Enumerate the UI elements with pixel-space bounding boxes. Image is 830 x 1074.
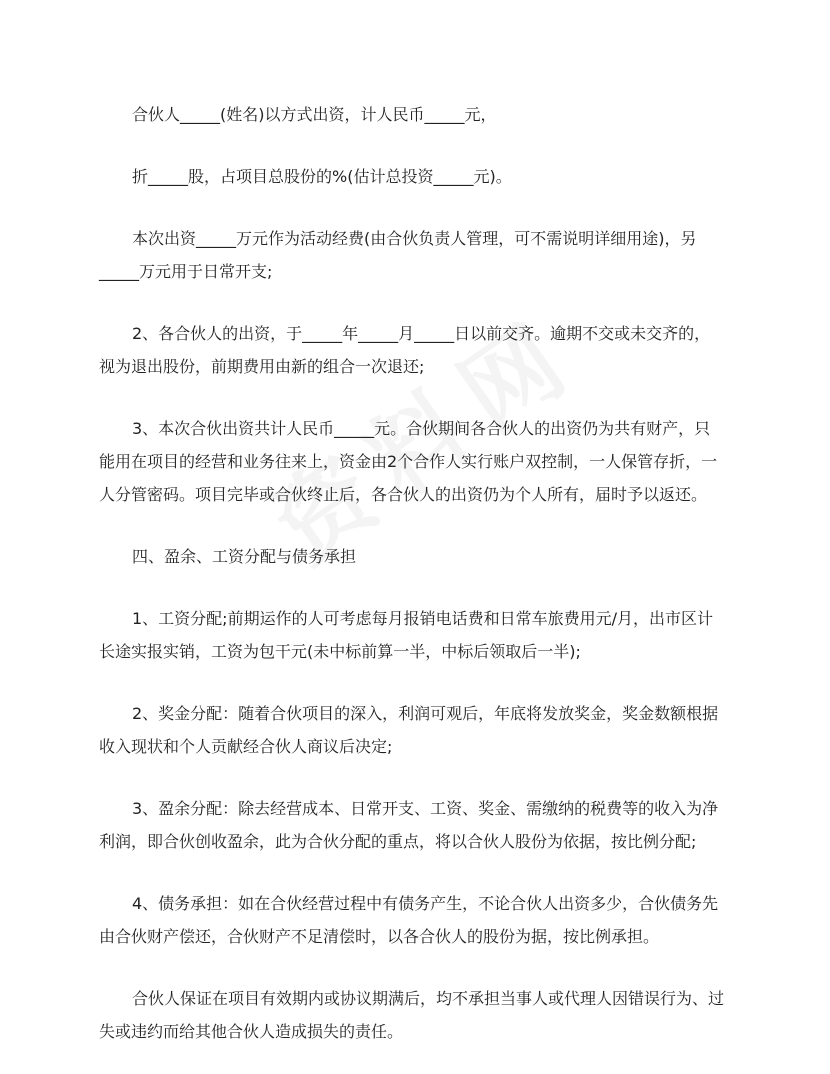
paragraph-partner-contribution: 合伙人_____(姓名)以方式出资，计人民币_____元， <box>132 105 497 124</box>
paragraph-activity-funds: 本次出资_____万元作为活动经费(由合伙负责人管理，可不需说明详细用途)，另_____万元用于日常开支; <box>99 229 697 281</box>
paragraph-clause-3: 3、本次合伙出资共计人民币_____元。合伙期间各合伙人的出资仍为共有财产，只能用在项目的经营和业务往来上，资金由2个合作人实行账户双控制，一人保管存折，一人分管密码。项目完毕或合伙终止后，各合伙人的出资仍为个人所有，届时予以返还。 <box>99 419 718 504</box>
paragraph-debt-liability: 4、债务承担：如在合伙经营过程中有债务产生，不论合伙人出资多少，合伙债务先由合伙财产偿还，合伙财产不足清偿时，以各合伙人的股份为据，按比例承担。 <box>99 894 719 946</box>
document-body <box>99 98 725 1048</box>
paragraph-surplus-distribution: 3、盈余分配：除去经营成本、日常开支、工资、奖金、需缴纳的税费等的收入为净利润，即合伙创收盈余，此为合伙分配的重点，将以合伙人股份为依据，按比例分配; <box>99 799 719 851</box>
section-heading-profit-distribution: 四、盈余、工资分配与债务承担 <box>132 547 357 566</box>
paragraph-bonus-distribution: 2、奖金分配：随着合伙项目的深入，利润可观后，年底将发放奖金，奖金数额根据收入现状和个人贡献经合伙人商议后决定; <box>99 704 719 756</box>
paragraph-clause-2: 2、各合伙人的出资，于_____年_____月_____日以前交齐。逾期不交或未交齐的，视为退出股份，前期费用由新的组合一次退还; <box>99 324 711 376</box>
paragraph-wage-distribution: 1、工资分配;前期运作的人可考虑每月报销电话费和日常车旅费用元/月，出市区计长途实报实销，工资为包干元(未中标前算一半，中标后领取后一半); <box>99 609 713 661</box>
paragraph-share-conversion: 折_____股，占项目总股份的%(估计总投资_____元)。 <box>132 167 512 186</box>
paragraph-partner-guarantee: 合伙人保证在项目有效期内或协议期满后，均不承担当事人或代理人因错误行为、过失或违约而给其他合伙人造成损失的责任。 <box>99 989 725 1041</box>
